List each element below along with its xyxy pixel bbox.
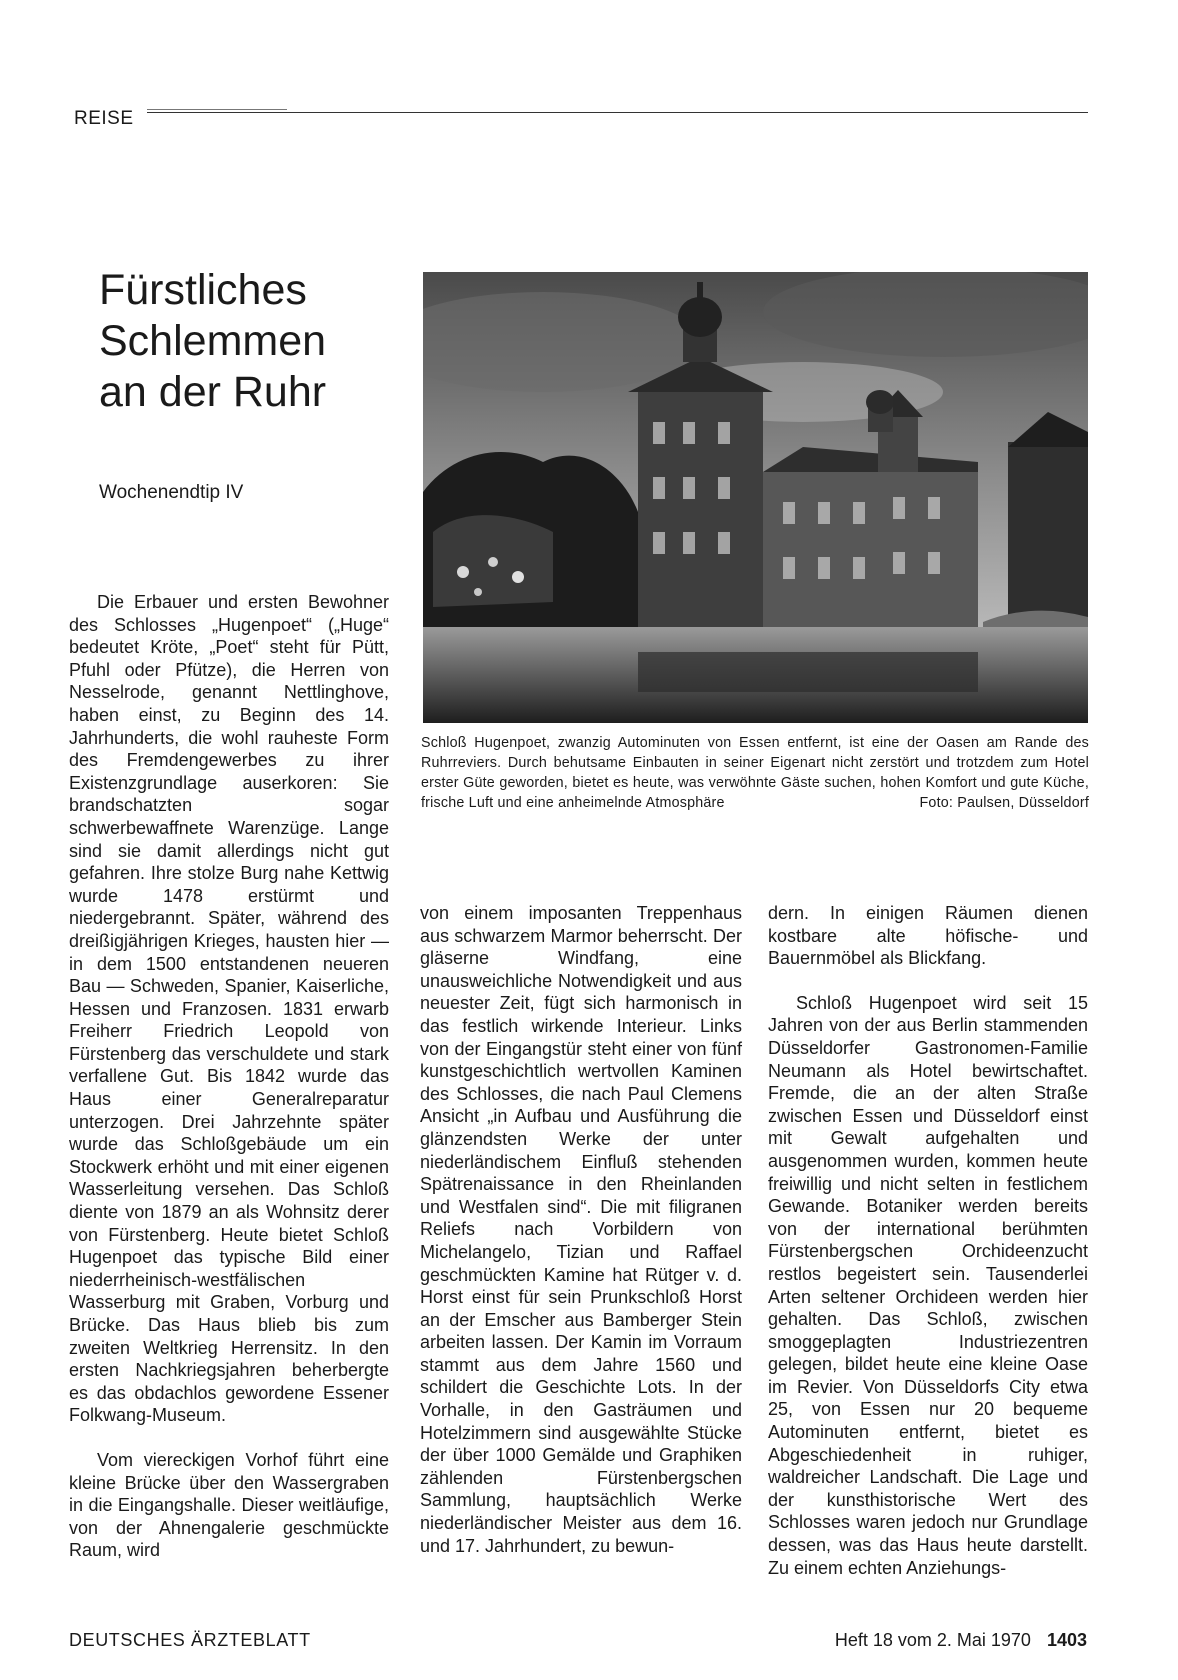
article-title xyxy=(99,265,399,418)
photo-credit: Foto: Paulsen, Düsseldorf xyxy=(919,795,1089,811)
castle-photo xyxy=(423,272,1088,723)
title-line: Schlemmen xyxy=(99,317,327,365)
paragraph: Schloß Hugenpoet wird seit 15 Jahren von der aus Berlin stammenden Düsseldorfer Gastronomen-Familie Neumann als Hotel bewirtschaftet. Fremde, die an der alten Straße zwischen Essen und Düsseldorf einst mit Gewalt aufgehalten und ausgenommen wurden, kommen heute freiwillig und nicht selten in festlichem Gewande. Botaniker werden bereits von der international berühmten Fürstenbergschen Orchideenzucht restlos begeistert sein. Tausenderlei Arten seltener Orchideen werden hier gehalten. Das Schloß, zwischen smoggeplagten Industriezentren gelegen, bildet heute eine kleine Oase im Revier. Von Düsseldorfs City etwa 25, von Essen nur 20 bequeme Autominuten entfernt, bietet es Abgeschiedenheit in ruhiger, waldreicher Landschaft. Die Lage und der kunsthistorische Wert des Schlosses waren jedoch nur Grundlage dessen, was das Haus heute darstellt. Zu einem echten Anziehungs- xyxy=(768,992,1088,1578)
paragraph: Die Erbauer und ersten Bewohner des Schlosses „Hugenpoet“ („Huge“ bedeutet Kröte, „Poet“ steht für Pütt, Pfuhl oder Pfütze), die Herren von Nesselrode, genannt Nettlinghove, haben einst, zu Beginn des 14. Jahrhunderts, die wohl rauheste Form des Fremdengewerbes zu ihrer Existenzgrundlage auserkoren: Sie brandschatzten sogar schwerbewaffnete Warenzüge. Lange sind sie damit allerdings nicht gut gefahren. Ihre stolze Burg nahe Kettwig wurde 1478 erstürmt und niedergebrannt. Später, während des dreißigjährigen Krieges, hausten hier — in dem 1500 entstandenen neueren Bau — Schweden, Spanier, Kaiserliche, Hessen und Franzosen. 1831 erwarb Freiherr Friedrich Leopold von Fürstenberg das verschuldete und stark verfallene Gut. Bis 1842 wurde das Haus einer Generalreparatur unterzogen. Drei Jahrzehnte später wurde das Schloßgebäude um ein Stockwerk erhöht und mit einer eigenen Wasserleitung versehen. Das Schloß diente von 1879 an als Wohnsitz derer von Fürstenberg. Heute bietet Schloß Hugenpoet das typische Bild einer niederrheinisch-westfälischen Wasserburg mit Graben, Vorburg und Brücke. Das Haus blieb bis zum zweiten Weltkrieg Herrensitz. In den ersten Nachkriegsjahren beherbergte es das obdachlos gewordene Essener Folkwang-Museum. xyxy=(69,592,389,1426)
header-rule xyxy=(147,112,1088,113)
column-3 xyxy=(768,902,1088,1579)
section-label: REISE xyxy=(74,108,134,129)
article-subtitle: Wochenendtip IV xyxy=(99,482,244,503)
page-number: 1403 xyxy=(1046,1630,1087,1650)
issue-info: Heft 18 vom 2. Mai 1970 xyxy=(834,1630,1031,1650)
header-rule-thin xyxy=(147,109,287,110)
paragraph: dern. In einigen Räumen dienen kostbare alte höfische- und Bauernmöbel als Blickfang. xyxy=(768,903,1088,969)
castle-photo-image xyxy=(423,272,1088,723)
caption-text: Schloß Hugenpoet, zwanzig Autominuten von Essen entfernt, ist eine der Oasen am Rande des Ruhrreviers. Durch behutsame Einbauten in seiner Eigenart nicht zerstört und trotzdem zum Hotel erster Güte geworden, bietet es heute, was verwöhnte Gäste suchen, hohen Komfort und gute Küche, frische Luft und eine anheimelnde Atmosphäre xyxy=(421,735,1089,811)
title-line: Fürstliches xyxy=(99,266,307,314)
column-1 xyxy=(69,591,389,1562)
paragraph: von einem imposanten Treppenhaus aus schwarzem Marmor beherrscht. Der gläserne Windfang, eine unausweichliche Notwendigkeit und aus neuester Zeit, fügt sich harmonisch in das festlich wirkende Interieur. Links von der Eingangstür steht einer von fünf kunstgeschichtlich wertvollen Kaminen des Schlosses, die nach Paul Clemens Ansicht „in Aufbau und Ausführung die glänzendsten Werke der unter niederländischem Einfluß stehenden Spätrenaissance in den Rheinlanden und Westfalen sind“. Die mit filigranen Reliefs nach Vorbildern von Michelangelo, Tizian und Raffael geschmückten Kamine hat Rütger v. d. Horst einst für sein Prunkschloß Horst an der Emscher aus Bamberger Stein arbeiten lassen. Der Kamin im Vorraum stammt aus dem Jahre 1560 und schildert die Geschichte Lots. In der Vorhalle, in den Gasträumen und Hotelzimmern sind ausgewählte Stücke der über 1000 Gemälde und Graphiken zählenden Fürstenbergschen Sammlung, hauptsächlich Werke niederländischer Meister aus dem 16. und 17. Jahrhundert, zu bewun- xyxy=(420,903,742,1556)
title-line: an der Ruhr xyxy=(99,368,327,416)
column-2 xyxy=(420,902,742,1557)
photo-caption xyxy=(421,733,1089,813)
journal-name: DEUTSCHES ÄRZTEBLATT xyxy=(69,1630,311,1650)
paragraph: Vom viereckigen Vorhof führt eine kleine Brücke über den Wassergraben in die Eingangshalle. Dieser weitläufige, von der Ahnengalerie geschmückte Raum, wird xyxy=(69,1449,389,1561)
page-footer xyxy=(835,1630,1087,1651)
